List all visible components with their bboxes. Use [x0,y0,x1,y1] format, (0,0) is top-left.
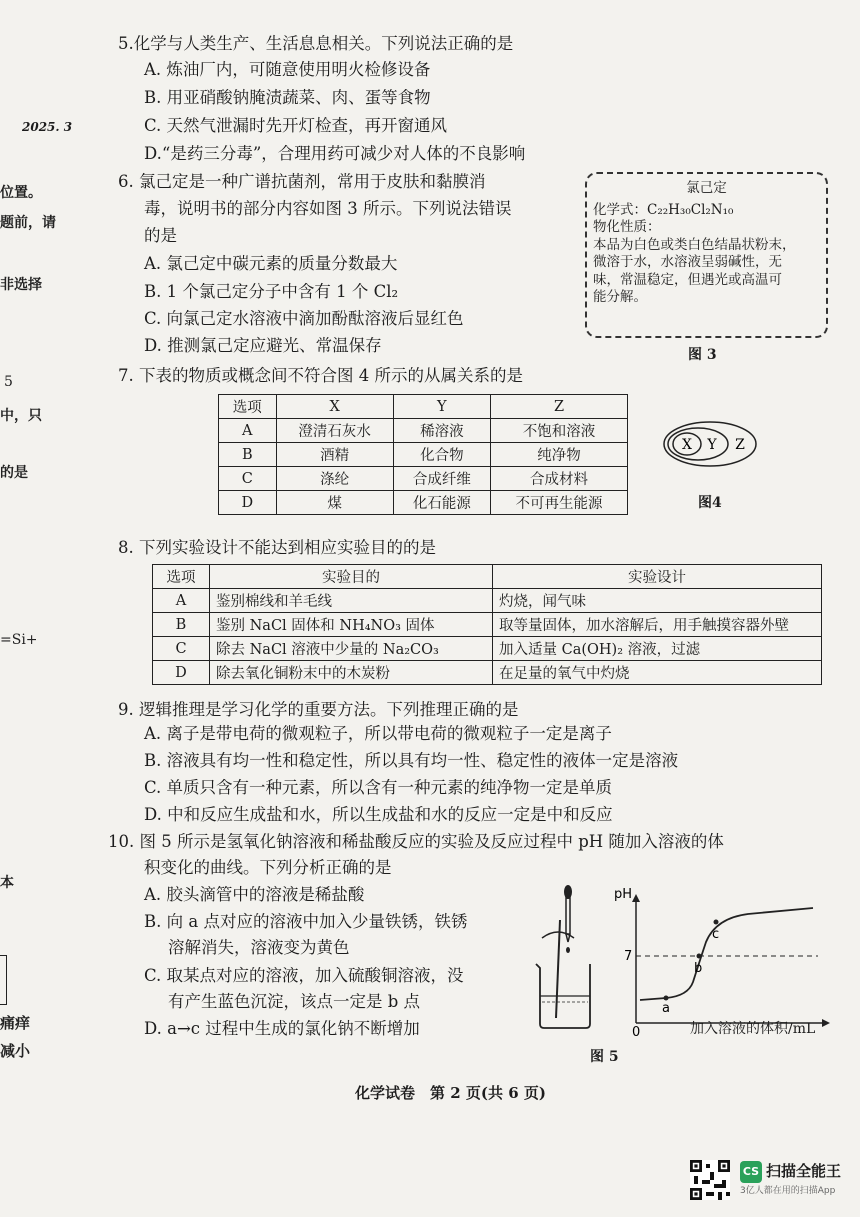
y-axis-arrow [632,894,640,902]
point-a [664,996,669,1001]
table-header: Z [490,395,627,419]
margin-fragment: 位置。 [0,185,42,201]
margin-fragment: =Si+ [0,632,38,648]
table-cell: 酒精 [276,443,393,467]
q7-table [218,394,628,515]
page-footer: 化学试卷 第 2 页(共 6 页) [355,1084,546,1102]
figure-5 [528,878,838,1038]
table-header: 选项 [219,395,277,419]
q6-option-d: D. 推测氯己定应避光、常温保存 [144,336,382,355]
q9-option-b: B. 溶液具有均一性和稳定性，所以具有均一性、稳定性的液体一定是溶液 [144,751,679,770]
label-z: Z [735,437,745,453]
table-row [219,491,628,515]
table-cell: 煤 [276,491,393,515]
table-cell: 除去氧化铜粉末中的木炭粉 [210,661,493,685]
q5-option-a: A. 炼油厂内，可随意使用明火检修设备 [144,60,431,79]
table-header: 选项 [153,565,210,589]
q10-option-c-cont: 有产生蓝色沉淀，该点一定是 b 点 [168,992,421,1011]
figure-5-xlabel: 加入溶液的体积/mL [690,1021,816,1037]
table-cell: 鉴别 NaCl 固体和 NH₄NO₃ 固体 [210,613,493,637]
ph-curve [640,908,813,1000]
q10-option-b: B. 向 a 点对应的溶液中加入少量铁锈，铁锈 [144,912,468,931]
q6-option-a: A. 氯己定中碳元素的质量分数最大 [144,254,398,273]
q10-stem-line: 积变化的曲线。下列分析正确的是 [144,858,392,877]
point-b [697,954,702,959]
table-row [153,613,822,637]
table-cell: 鉴别棉线和羊毛线 [210,589,493,613]
beaker-icon [536,964,590,1028]
table-header: 实验目的 [210,565,493,589]
q9-option-d: D. 中和反应生成盐和水，所以生成盐和水的反应一定是中和反应 [144,805,613,824]
q5-option-c: C. 天然气泄漏时先开灯检查，再开窗通风 [144,116,448,135]
table-header: Y [393,395,490,419]
table-cell: C [219,467,277,491]
q10-option-d: D. a→c 过程中生成的氯化钠不断增加 [144,1019,420,1038]
table-header: 实验设计 [493,565,822,589]
q9-option-c: C. 单质只含有一种元素，所以含有一种元素的纯净物一定是单质 [144,778,613,797]
table-cell: 不可再生能源 [490,491,627,515]
table-cell: A [153,589,210,613]
table-header: X [276,395,393,419]
table-cell: 纯净物 [490,443,627,467]
table-cell: 不饱和溶液 [490,419,627,443]
table-cell: 除去 NaCl 溶液中少量的 Na₂CO₃ [210,637,493,661]
q5-stem: 5.化学与人类生产、生活息息相关。下列说法正确的是 [118,34,514,53]
table-row [219,467,628,491]
margin-fragment: 减小 [0,1042,31,1060]
y-axis-label: pH [614,887,633,902]
q6-option-b: B. 1 个氯己定分子中含有 1 个 Cl₂ [144,282,399,301]
table-cell: 加入适量 Ca(OH)₂ 溶液，过滤 [493,637,822,661]
figure-5-caption: 图 5 [590,1049,619,1065]
q9-stem: 9. 逻辑推理是学习化学的重要方法。下列推理正确的是 [118,700,519,719]
figure-3-box [585,172,828,338]
cs-logo-icon: CS [740,1161,762,1183]
table-row [219,443,628,467]
qr-code-icon [690,1160,730,1200]
table-cell: 合成材料 [490,467,627,491]
margin-fragment: 非选择 [0,277,42,293]
table-cell: 合成纤维 [393,467,490,491]
q10-option-c: C. 取某点对应的溶液，加入硫酸铜溶液，没 [144,966,464,985]
table-row [153,589,822,613]
table-cell: 灼烧，闻气味 [493,589,822,613]
q10-stem-line: 10. 图 5 所示是氢氧化钠溶液和稀盐酸反应的实验及反应过程中 pH 随加入溶液的体 [108,832,724,851]
props-line: 味，常温稳定，但遇光或高温可 [593,271,782,288]
table-header-row [219,395,628,419]
table-cell: 化合物 [393,443,490,467]
table-cell: 取等量固体，加水溶解后，用手触摸容器外壁 [493,613,822,637]
table-cell: B [153,613,210,637]
margin-box-fragment [0,955,7,1005]
formula-label: 化学式： [593,201,647,218]
q8-stem: 8. 下列实验设计不能达到相应实验目的的是 [118,538,436,557]
table-cell: A [219,419,277,443]
q8-table [152,564,822,685]
stir-rod [556,920,560,1018]
figure-3-caption: 图 3 [688,347,717,363]
figure-3-formula-row [593,202,820,220]
table-cell: 在足量的氧气中灼烧 [493,661,822,685]
point-c-label: c [712,927,720,942]
x-axis-arrow [822,1019,830,1027]
table-cell: 化石能源 [393,491,490,515]
props-label: 物化性质： [593,219,661,235]
point-c [714,920,719,925]
table-cell: 涤纶 [276,467,393,491]
exam-date: 2025. 3 [22,120,73,134]
brand-tagline: 3亿人都在用的扫描App [740,1185,836,1196]
q10-option-a: A. 胶头滴管中的溶液是稀盐酸 [144,885,365,904]
margin-fragment: 本 [0,875,14,891]
table-header-row [153,565,822,589]
table-cell: C [153,637,210,661]
q9-option-a: A. 离子是带电荷的微观粒子，所以带电荷的微观粒子一定是离子 [144,724,612,743]
label-x: X [682,437,692,453]
q10-option-b-cont: 溶解消失，溶液变为黄色 [168,938,350,957]
table-cell: D [153,661,210,685]
label-y: Y [707,437,717,453]
ellipse-y [668,428,728,460]
figure-4-caption: 图4 [698,495,722,511]
margin-fragment: 的是 [0,465,28,481]
margin-fragment: 痛痒 [0,1014,31,1032]
q5-option-d: D.“是药三分毒”，合理用药可减少对人体的不良影响 [144,144,526,163]
table-cell: D [219,491,277,515]
figure-4-diagram [660,418,770,478]
point-a-label: a [662,1001,670,1016]
q6-stem-line: 的是 [144,226,177,245]
margin-fragment: 5 [4,374,13,390]
scanner-brand [740,1160,841,1196]
figure-3-title: 氯己定 [686,180,727,196]
table-row [219,419,628,443]
table-cell: 稀溶液 [393,419,490,443]
q6-stem-line: 6. 氯己定是一种广谱抗菌剂，常用于皮肤和黏膜消 [118,172,486,191]
props-line: 微溶于水，水溶液呈弱碱性，无 [593,254,782,270]
q6-stem-line: 毒，说明书的部分内容如图 3 所示。下列说法错误 [144,199,512,218]
props-line: 本品为白色或类白色结晶状粉末， [593,236,796,253]
y-tick-7: 7 [624,949,633,964]
table-cell: B [219,443,277,467]
table-row [153,661,822,685]
margin-fragment: 中，只 [0,408,42,424]
props-line: 能分解。 [593,289,647,305]
dropper-icon [564,885,572,953]
formula: C₂₂H₃₀Cl₂N₁₀ [647,201,734,218]
q6-option-c: C. 向氯己定水溶液中滴加酚酞溶液后显红色 [144,309,464,328]
table-row [153,637,822,661]
origin-label: 0 [632,1025,641,1038]
q7-stem: 7. 下表的物质或概念间不符合图 4 所示的从属关系的是 [118,366,523,385]
table-cell: 澄清石灰水 [276,419,393,443]
q5-option-b: B. 用亚硝酸钠腌渍蔬菜、肉、蛋等食物 [144,88,431,107]
brand-name: 扫描全能王 [766,1162,842,1180]
margin-fragment: 题前，请 [0,215,56,231]
point-b-label: b [694,961,703,976]
